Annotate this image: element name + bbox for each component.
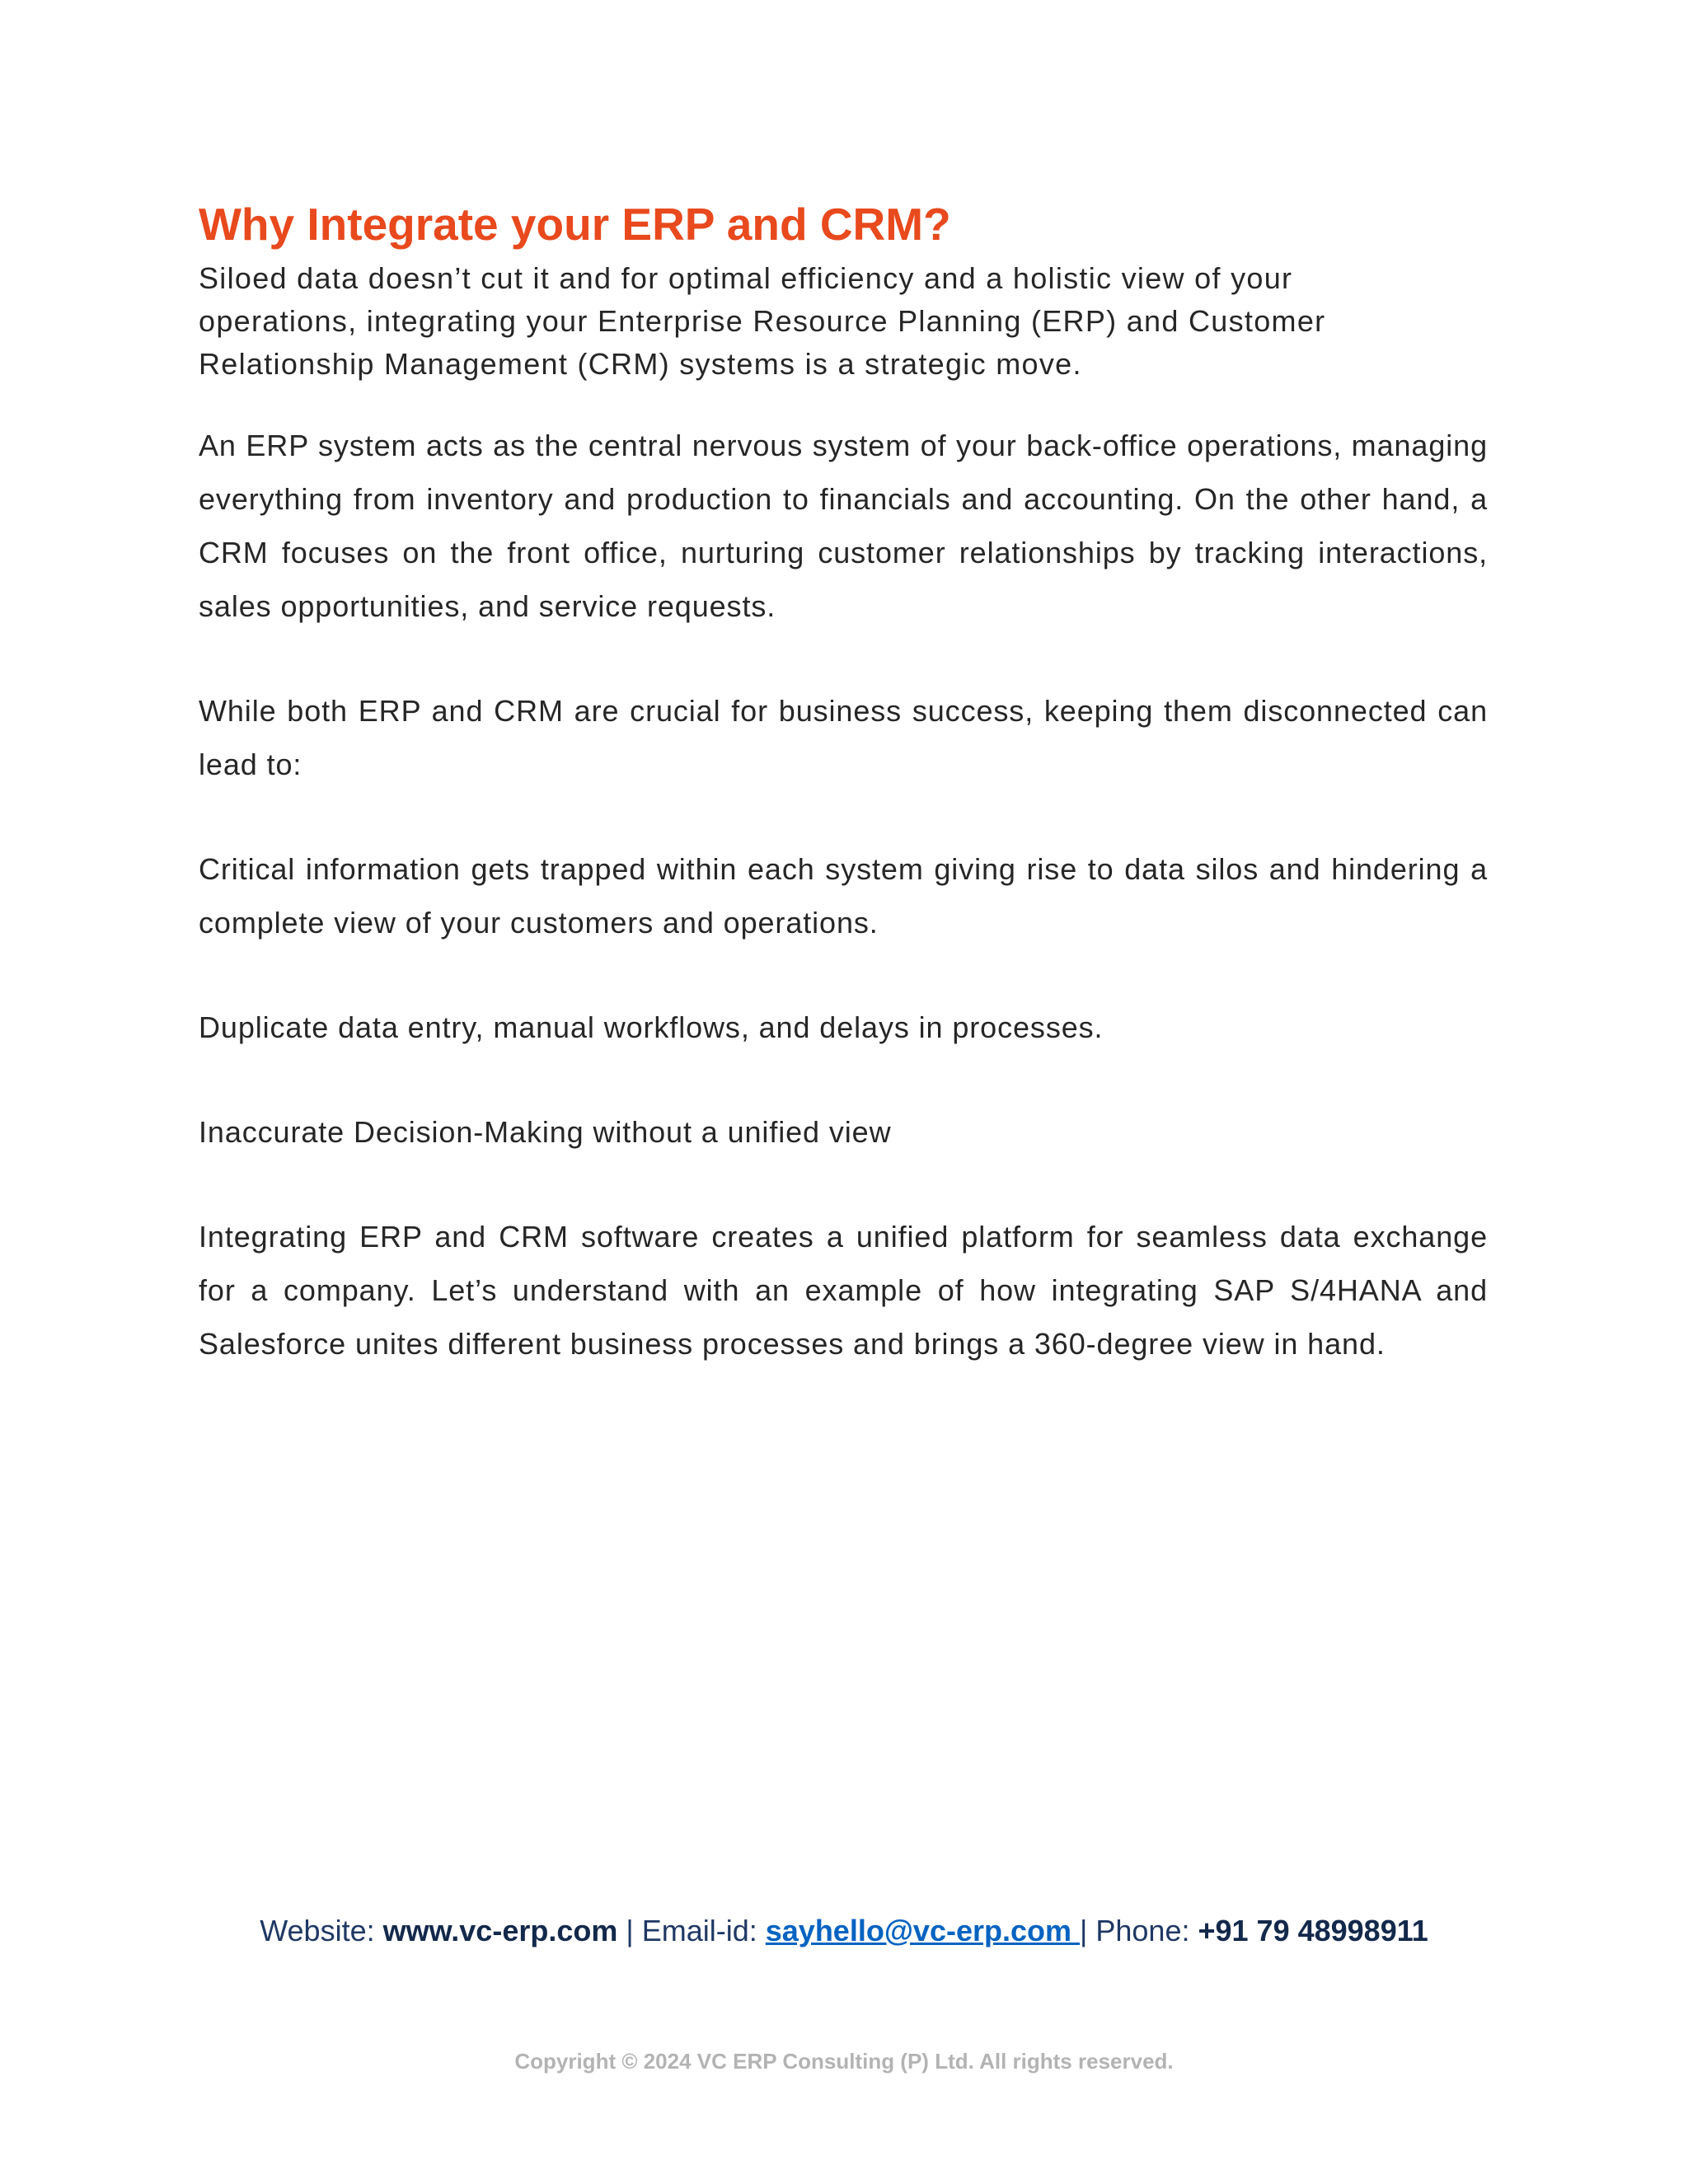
website-link[interactable]: www.vc-erp.com (382, 1914, 618, 1947)
duplicate-data-paragraph: Duplicate data entry, manual workflows, and delays in processes. (199, 1010, 1104, 1044)
data-silos-paragraph: Critical information gets trapped within each system giving rise to data silos and hindering a complete view of your customers and operations. (199, 852, 1488, 940)
separator: | (1080, 1914, 1096, 1947)
copyright-notice: Copyright © 2024 VC ERP Consulting (P) Ltd. All rights reserved. (514, 2049, 1174, 2074)
erp-crm-definition-paragraph: An ERP system acts as the central nervous system of your back-office operations, managing everything from inventory and production to financials and accounting. On the other hand, a CRM focuses on the front office, nurturing customer relationships by tracking interactions, sales opportunities, and service requests. (199, 429, 1488, 623)
phone-label: Phone: (1095, 1914, 1198, 1947)
email-label: Email-id: (641, 1914, 766, 1947)
document-content (199, 194, 1488, 1371)
website-label: Website: (260, 1914, 383, 1947)
intro-paragraph: Siloed data doesn’t cut it and for optimal efficiency and a holistic view of your operations, integrating your Enterprise Resource Planning (ERP) and Customer Relationship Management (CRM) systems is a strategic move. (199, 261, 1326, 381)
integration-example-paragraph: Integrating ERP and CRM software creates a unified platform for seamless data exchange for a company. Let’s understand with an example of how integrating SAP S/4HANA and Salesforce unites different business processes and brings a 360-degree view in hand. (199, 1220, 1488, 1361)
page-title: Why Integrate your ERP and CRM? (199, 199, 951, 250)
phone-number: +91 79 48998911 (1198, 1914, 1428, 1947)
separator: | (617, 1914, 642, 1947)
decision-making-paragraph: Inaccurate Decision-Making without a unified view (199, 1115, 892, 1149)
disconnected-systems-paragraph: While both ERP and CRM are crucial for business success, keeping them disconnected can lead to: (199, 694, 1488, 781)
footer-contact-line (0, 1910, 1688, 1952)
email-link[interactable]: sayhello@vc-erp.com (765, 1914, 1081, 1947)
